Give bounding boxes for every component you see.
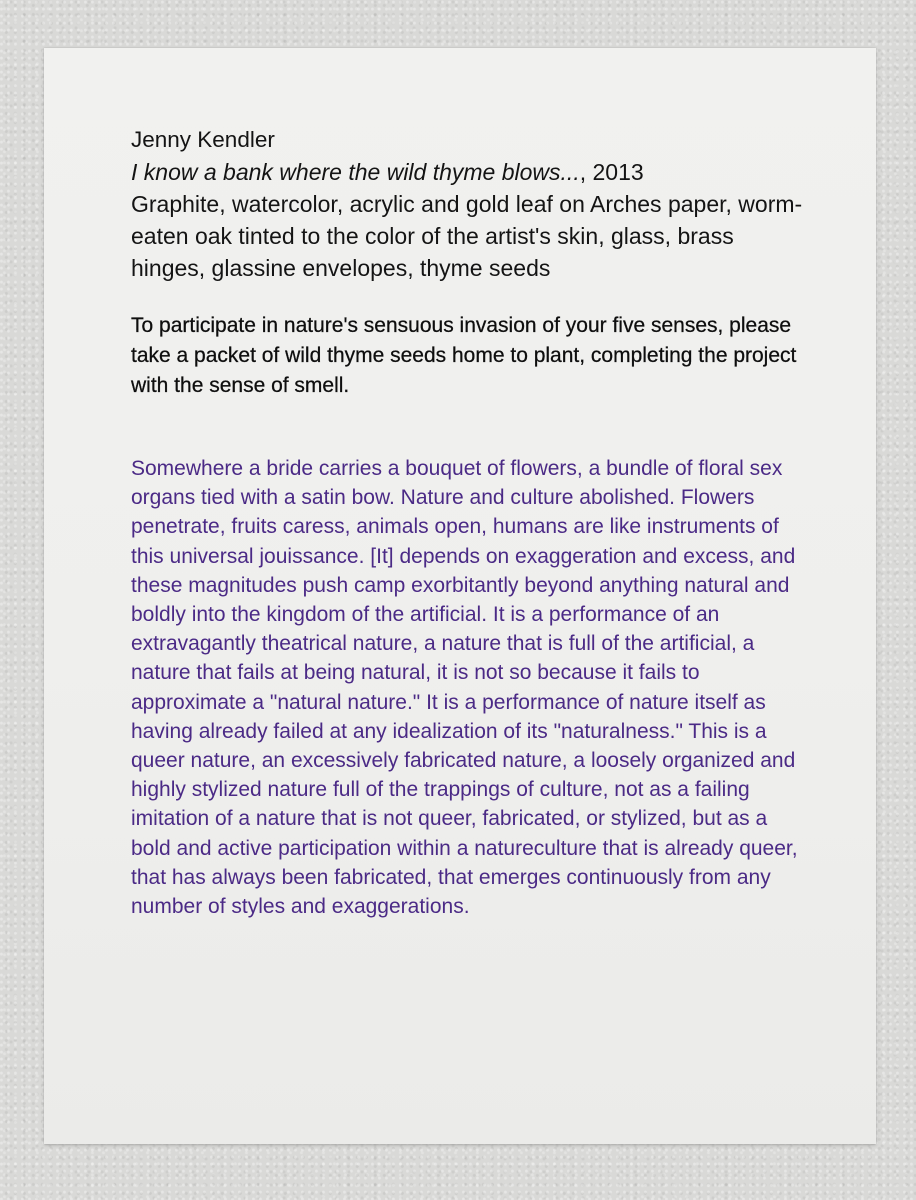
essay-text: Somewhere a bride carries a bouquet of flowers, a bundle of floral sex organs tied with a satin bow. Nature and culture abolished. Flowers penetrate, fruits caress, animals open, humans are like instruments of this universal jouissance. [It] depends on exaggeration and excess, and these magnitudes push camp exorbitantly beyond anything natural and boldly into the kingdom of the artificial. It is a performance of an extravagantly theatrical nature, a nature that is full of the artificial, a nature that fails at being natural, it is not so because it fails to approximate a "natural nature." It is a performance of nature itself as having already failed at any idealization of its "naturalness." This is a queer nature, an excessively fabricated nature, a loosely organized and highly stylized nature full of the trappings of culture, not as a failing imitation of a nature that is not queer, fabricated, or stylized, but as a bold and active participation within a natureculture that is already queer, that has always been fabricated, that emerges continuously from any number of styles and exaggerations. (131, 457, 798, 919)
participation-instructions: To participate in nature's sensuous invasion of your five senses, please take a packet of wild thyme seeds home to plant, completing the project with the sense of smell. (131, 314, 797, 397)
label-content (131, 124, 811, 921)
artwork-year: 2013 (592, 159, 644, 185)
wall-label-sheet (44, 48, 876, 1144)
artwork-title: I know a bank where the wild thyme blows... (131, 159, 580, 185)
title-year-separator: , (579, 159, 593, 185)
artwork-materials: Graphite, watercolor, acrylic and gold leaf on Arches paper, worm-eaten oak tinted to the color of the artist's skin, glass, brass hinges, glassine envelopes, thyme seeds (131, 191, 803, 281)
artwork-details (131, 156, 811, 284)
artist-name: Jenny Kendler (131, 127, 275, 152)
